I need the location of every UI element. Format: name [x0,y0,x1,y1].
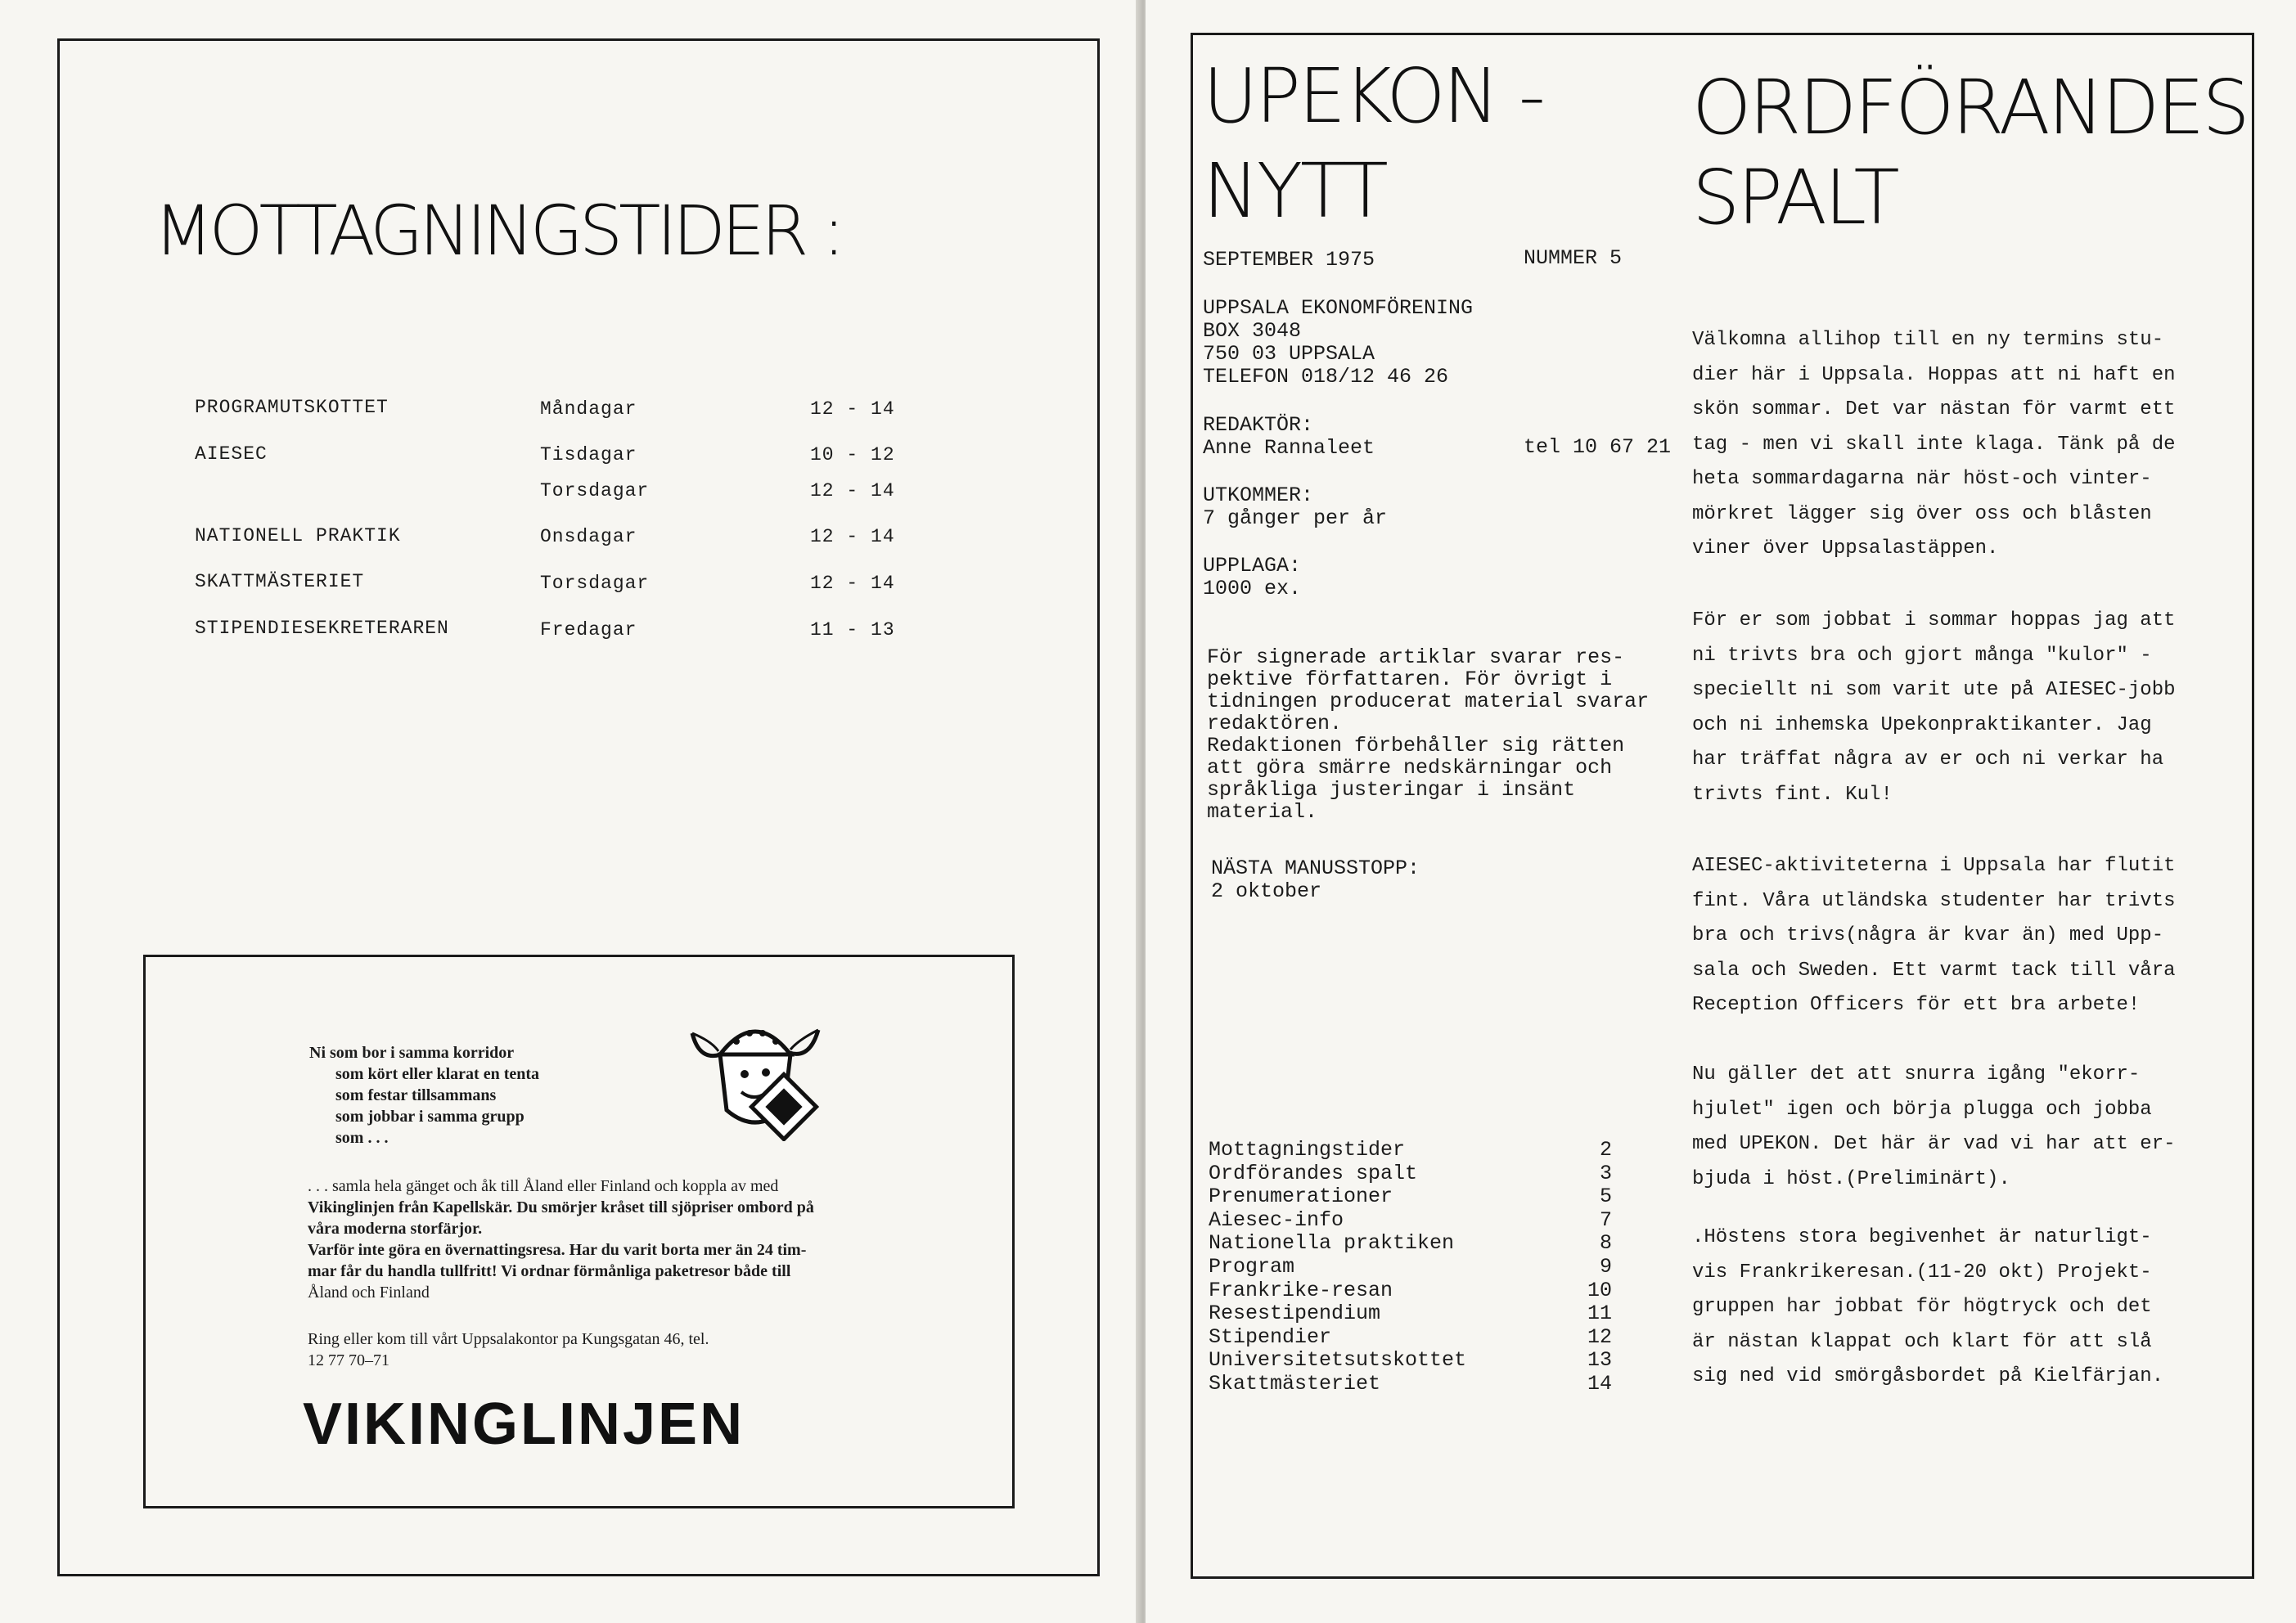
ad-body-line: Vikinglinjen från Kapellskär. Du smörjer kråset till sjöpriser ombord på [308,1198,814,1216]
toc-entry-title: Prenumerationer [1209,1185,1393,1209]
ad-body-line: Åland och Finland [308,1284,430,1302]
ad-contact-line: Ring eller kom till vårt Uppsalakontor pa Kungsgatan 46, tel. [308,1330,709,1348]
column-text-line: fint. Våra utländska studenter har trivts [1692,889,2176,912]
column-text-line: tag - men vi skall inte klaga. Tänk på de [1692,433,2176,456]
column-text-line: För er som jobbat i sommar hoppas jag att [1692,609,2176,632]
toc-entry-page: 3 [1599,1161,1612,1185]
toc-entry-title: Program [1209,1255,1295,1279]
ad-body-line: mar får du handla tullfritt! Vi ordnar förmånliga paketresor både till [308,1262,791,1280]
column-text-line: trivts fint. Kul! [1692,783,1893,806]
column-heading-line: SPALT [1692,154,1898,241]
toc-entry-title: Stipendier [1209,1324,1332,1349]
viking-mascot-icon [686,1002,825,1141]
ad-body-line: våra moderna storfärjor. [308,1220,483,1238]
page-title: MOTTAGNINGSTIDER : [154,191,842,271]
frequency-value: 7 gånger per år [1203,506,1388,530]
schedule-org: SKATTMÄSTERIET [195,571,365,592]
column-text-line: ni trivts bra och gjort många "kulor" - [1692,644,2152,667]
toc-entry-page: 8 [1599,1231,1612,1256]
schedule-day: Fredagar [540,619,637,641]
issue-date: SEPTEMBER 1975 [1203,248,1375,272]
toc-entry-page: 14 [1587,1372,1612,1396]
column-text-line: Välkomna allihop till en ny termins stu- [1692,329,2164,351]
advertisement [143,955,1015,1508]
issue-number: NUMMER 5 [1524,246,1623,270]
frequency-label: UTKOMMER: [1203,483,1314,507]
schedule-day: Måndagar [540,398,637,420]
column-text-line: gruppen har jobbat för högtryck och det [1692,1296,2152,1318]
schedule-day: Torsdagar [540,480,650,501]
column-text-line: har träffat några av er och ni verkar ha [1692,749,2164,771]
column-text-line: speciellt ni som varit ute på AIESEC-jobb [1692,679,2176,701]
column-text-line: .Höstens stora begivenhet är naturligt- [1692,1226,2152,1248]
toc-entry-title: Universitetsutskottet [1209,1348,1467,1373]
masthead-line: UPEKON - [1203,52,1543,140]
column-text-line: med UPEKON. Det här är vad vi har att er- [1692,1133,2176,1155]
deadline-label: NÄSTA MANUSSTOPP: [1211,856,1420,880]
schedule-time: 10 - 12 [810,444,895,465]
disclaimer-line: tidningen producerat material svarar [1207,690,1650,713]
address-line: BOX 3048 [1203,319,1302,343]
toc-entry-title: Ordförandes spalt [1209,1161,1418,1185]
disclaimer-line: material. [1207,800,1318,824]
column-text-line: Nu gäller det att snurra igång "ekorr- [1692,1063,2141,1086]
ad-intro-line: som festar tillsammans [335,1086,497,1104]
toc-entry-title: Frankrike-resan [1209,1278,1393,1302]
disclaimer-line: språkliga justeringar i insänt [1207,778,1576,802]
deadline-value: 2 oktober [1211,879,1322,903]
brand-logo: VIKINGLINJEN [303,1391,745,1457]
toc-entry-title: Aiesec-info [1209,1207,1344,1232]
toc-entry-page: 2 [1599,1138,1612,1162]
column-text-line: hjulet" igen och börja plugga och jobba [1692,1098,2152,1121]
column-text-line: är nästan klappat och klart för att slå [1692,1330,2152,1353]
ad-intro-line: som kört eller klarat en tenta [335,1065,540,1083]
schedule-time: 12 - 14 [810,480,895,501]
disclaimer-line: att göra smärre nedskärningar och [1207,756,1613,780]
toc-entry-title: Resestipendium [1209,1302,1381,1326]
column-text-line: och ni inhemska Upekonpraktikanter. Jag [1692,713,2152,736]
left-page [0,0,1139,1623]
column-text-line: sala och Sweden. Ett varmt tack till våra [1692,959,2176,982]
toc-entry-page: 12 [1587,1324,1612,1349]
ad-body-line: Varför inte göra en övernattingsresa. Har du varit borta mer än 24 tim- [308,1241,807,1259]
right-page [1146,0,2296,1623]
column-text-line: skön sommar. Det var nästan för varmt ett [1692,398,2176,420]
column-heading-line: ORDFÖRANDES [1692,64,2248,151]
toc-entry-page: 13 [1587,1348,1612,1373]
schedule-day: Onsdagar [540,526,637,547]
column-text-line: bra och trivs(några är kvar än) med Upp- [1692,924,2164,946]
masthead-line: NYTT [1203,147,1386,235]
address-line: UPPSALA EKONOMFÖRENING [1203,296,1474,320]
toc-entry-page: 11 [1587,1302,1612,1326]
address-line: 750 03 UPPSALA [1203,342,1375,366]
schedule-time: 12 - 14 [810,526,895,547]
schedule-day: Tisdagar [540,444,637,465]
toc-entry-title: Nationella praktiken [1209,1231,1455,1256]
schedule-org: PROGRAMUTSKOTTET [195,397,389,418]
toc-entry-title: Mottagningstider [1209,1138,1406,1162]
column-text-line: sig ned vid smörgåsbordet på Kielfärjan. [1692,1365,2164,1387]
disclaimer-line: redaktören. [1207,712,1343,735]
editor-name: Anne Rannaleet [1203,436,1375,460]
circulation-value: 1000 ex. [1203,577,1302,600]
editor-label: REDAKTÖR: [1203,413,1314,437]
ad-intro-line: som jobbar i samma grupp [335,1108,524,1126]
schedule-time: 11 - 13 [810,619,895,641]
column-text-line: mörkret lägger sig över oss och blåsten [1692,502,2152,525]
circulation-label: UPPLAGA: [1203,554,1302,578]
ad-body-line: . . . samla hela gänget och åk till Åland eller Finland och koppla av med [308,1177,779,1195]
column-text-line: vis Frankrikeresan.(11-20 okt) Projekt- [1692,1261,2152,1284]
toc-entry-title: Skattmästeriet [1209,1372,1381,1396]
column-text-line: dier här i Uppsala. Hoppas att ni haft en [1692,363,2176,386]
disclaimer-line: Redaktionen förbehåller sig rätten [1207,734,1625,758]
schedule-org: NATIONELL PRAKTIK [195,525,401,546]
ad-intro-line: Ni som bor i samma korridor [309,1044,515,1062]
disclaimer-line: För signerade artiklar svarar res- [1207,645,1625,669]
toc-entry-page: 5 [1599,1185,1612,1209]
column-text-line: viner över Uppsalastäppen. [1692,537,1999,560]
address-line: TELEFON 018/12 46 26 [1203,365,1449,389]
toc-entry-page: 9 [1599,1255,1612,1279]
toc-entry-page: 10 [1587,1278,1612,1302]
column-text-line: heta sommardagarna när höst-och vinter- [1692,468,2152,490]
schedule-org: AIESEC [195,443,268,465]
editor-phone: tel 10 67 21 [1524,435,1672,459]
toc-entry-page: 7 [1599,1207,1612,1232]
column-text-line: bjuda i höst.(Preliminärt). [1692,1167,2010,1190]
schedule-time: 12 - 14 [810,573,895,594]
ad-contact-line: 12 77 70–71 [308,1351,389,1369]
schedule-day: Torsdagar [540,573,650,594]
column-text-line: AIESEC-aktiviteterna i Uppsala har flutit [1692,855,2176,877]
ad-intro-line: som . . . [335,1129,389,1147]
disclaimer-line: pektive författaren. För övrigt i [1207,668,1613,691]
schedule-time: 12 - 14 [810,398,895,420]
schedule-org: STIPENDIESEKRETERAREN [195,618,449,639]
column-text-line: Reception Officers för ett bra arbete! [1692,994,2141,1016]
